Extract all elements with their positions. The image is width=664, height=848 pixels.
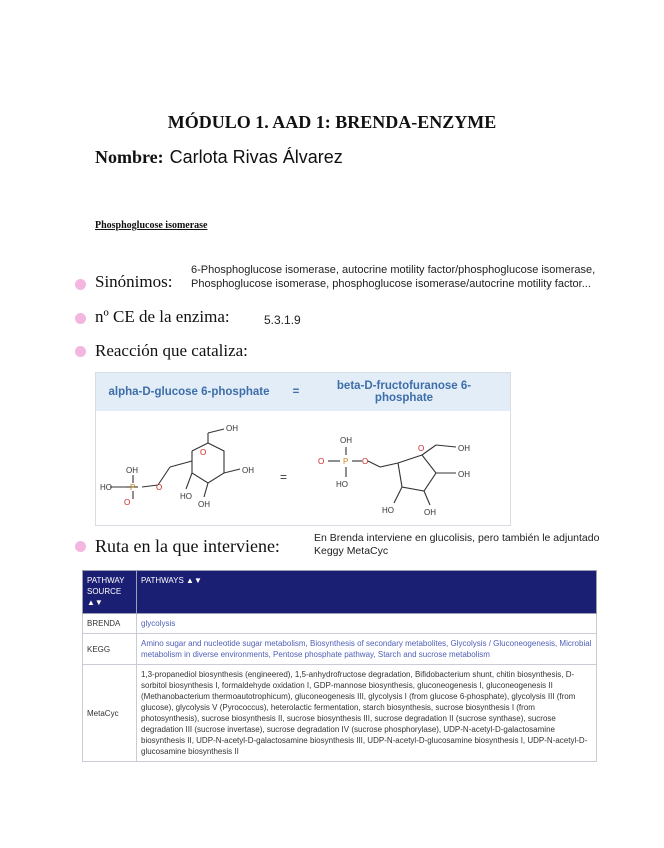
svg-text:P: P bbox=[343, 457, 349, 466]
column-header-source[interactable]: PATHWAY SOURCE ▲▼ bbox=[83, 571, 137, 614]
pathways-cell[interactable]: Amino sugar and nucleotide sugar metabolism, Biosynthesis of secondary metabolites, Glycolysis / Gluconeogenesis, Microbial metabolism in diverse environments, Pentose phosphate pathway, Starch and sucrose metabolism bbox=[137, 634, 597, 665]
name-value: Carlota Rivas Álvarez bbox=[169, 147, 343, 167]
table-row bbox=[83, 634, 597, 665]
svg-text:O: O bbox=[318, 457, 325, 466]
enzyme-name: Phosphoglucose isomerase bbox=[95, 220, 208, 231]
svg-text:O: O bbox=[156, 483, 163, 492]
svg-text:OH: OH bbox=[242, 466, 254, 475]
ec-value: 5.3.1.9 bbox=[264, 313, 301, 327]
reaction-substrate: alpha-D-glucose 6-phosphate bbox=[108, 386, 270, 398]
svg-text:OH: OH bbox=[226, 424, 238, 433]
reaction-panel bbox=[95, 372, 511, 526]
reaction-structures-image bbox=[96, 411, 510, 523]
svg-text:HO: HO bbox=[336, 480, 348, 489]
pathways-cell[interactable]: glycolysis bbox=[137, 614, 597, 634]
svg-text:OH: OH bbox=[126, 466, 138, 475]
svg-text:O: O bbox=[124, 498, 131, 507]
source-cell: MetaCyc bbox=[83, 665, 137, 762]
source-cell: BRENDA bbox=[83, 614, 137, 634]
synonyms-label: Sinónimos: bbox=[95, 272, 173, 291]
svg-text:O: O bbox=[200, 448, 207, 457]
svg-text:OH: OH bbox=[458, 444, 470, 453]
pathway-label: Ruta en la que interviene: bbox=[95, 536, 280, 556]
synonyms-text: 6-Phosphoglucose isomerase, autocrine motility factor/phosphoglucose isomerase, Phosphoglucose isomerase, phosphoglucose isomerase/autocrine motility factor... bbox=[191, 264, 596, 290]
pathways-cell: 1,3-propanediol biosynthesis (engineered), 1,5-anhydrofructose degradation, Bifidobacterium shunt, chitin biosynthesis, D-sorbitol biosynthesis I, formaldehyde oxidation I, GDP-mannose biosynthesis, gluconeogenesis I, gluconeogenesis II (Methanobacterium thermoautotrophicum), gluconeogenesis III, glycolysis I (from glucose 6-phosphate), glycolysis III (from glucose), glycolysis V (Pyrococcus), heterolactic fermentation, starch biosynthesis, sucrose biosynthesis I (from photosynthesis), sucrose biosynthesis II, sucrose biosynthesis III, sucrose degradation II (sucrose synthase), sucrose degradation III (sucrose invertase), sucrose degradation IV (sucrose phosphorylase), UDP-N-acetyl-D-galactosamine biosynthesis II, UDP-N-acetyl-D-galactosamine biosynthesis III, UDP-N-acetyl-D-glucosamine biosynthesis I, UDP-N-acetyl-D-glucosamine biosynthesis II bbox=[137, 665, 597, 762]
reaction-header bbox=[96, 373, 510, 411]
table-header-row bbox=[83, 571, 597, 614]
svg-text:O: O bbox=[362, 457, 369, 466]
pathway-note: En Brenda interviene en glucolisis, pero también le adjuntado Keggy MetaCyc bbox=[314, 532, 600, 557]
table-row bbox=[83, 614, 597, 634]
svg-text:HO: HO bbox=[382, 506, 394, 515]
svg-text:P: P bbox=[130, 483, 136, 492]
svg-text:OH: OH bbox=[340, 436, 352, 445]
reaction-operator: = bbox=[292, 386, 300, 398]
document-title: MÓDULO 1. AAD 1: BRENDA-ENZYME bbox=[167, 112, 497, 132]
svg-text:OH: OH bbox=[198, 500, 210, 509]
name-row bbox=[95, 147, 343, 168]
reaction-label: Reacción que cataliza: bbox=[95, 341, 248, 360]
name-label: Nombre: bbox=[95, 147, 164, 167]
bullet-icon bbox=[75, 541, 86, 552]
ec-label: nº CE de la enzima: bbox=[95, 307, 230, 326]
svg-text:OH: OH bbox=[424, 508, 436, 517]
table-row bbox=[83, 665, 597, 762]
svg-text:=: = bbox=[280, 470, 288, 484]
pathways-table bbox=[82, 570, 597, 762]
svg-text:O: O bbox=[418, 444, 425, 453]
svg-text:HO: HO bbox=[180, 492, 192, 501]
bullet-icon bbox=[75, 346, 86, 357]
column-header-pathways[interactable]: PATHWAYS ▲▼ bbox=[137, 571, 597, 614]
source-cell: KEGG bbox=[83, 634, 137, 665]
svg-text:OH: OH bbox=[458, 470, 470, 479]
bullet-icon bbox=[75, 279, 86, 290]
reaction-product: beta-D-fructofuranose 6-phosphate bbox=[336, 380, 472, 404]
bullet-icon bbox=[75, 313, 86, 324]
svg-text:HO: HO bbox=[100, 483, 112, 492]
